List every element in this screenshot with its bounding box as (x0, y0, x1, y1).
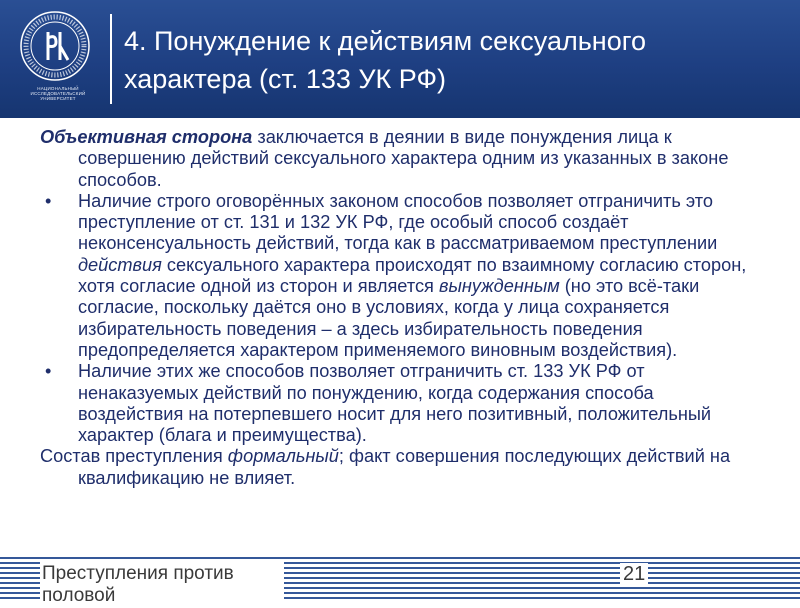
footer-course-title: Преступления против половой (40, 562, 284, 608)
slide-header (0, 0, 800, 118)
bullet-text: Наличие этих же способов позволяет отграничить ст. 133 УК РФ от ненаказуемых действий по понуждению, когда содержания способа воздействия на потерпевшего носит для него позитивный, положительный характер (блага и преимущества). (78, 361, 712, 446)
bullet-text: (но это всё-таки согласие, поскольку даётся оно в условиях, когда у лица сохраняется избирательность поведения – а здесь избирательность поведения предопределяется характером применяемого виновным воздействия). (78, 276, 700, 360)
hse-emblem-icon (10, 8, 100, 86)
slide-body (40, 127, 760, 489)
title-line-1: 4. Понуждение к действиям сексуального (124, 26, 647, 56)
paragraph-text: ; факт совершения последующих действий на квалификацию не влияет. (78, 446, 731, 488)
logo-caption: НАЦИОНАЛЬНЫЙ ИССЛЕДОВАТЕЛЬСКИЙ УНИВЕРСИТЕТ (30, 86, 86, 101)
bullet-text: Наличие строго оговорённых законом способов позволяет отграничить это преступление от ст. 131 и 132 УК РФ, где особый способ создаёт неконсенсуальность действий, тогда как в рассматриваемом преступлении (78, 190, 718, 254)
bullet-icon: • (45, 361, 52, 382)
page-number: 21 (620, 563, 648, 586)
bullet-item-2 (40, 361, 760, 446)
bullet-text: сексуального характера происходят по взаимному согласию сторон, хотя согласие одной из сторон и является (78, 254, 747, 297)
university-logo (10, 8, 100, 108)
slide-title (124, 22, 784, 98)
emphasis-forced: вынужденным (438, 276, 560, 297)
paragraph-text: Состав преступления (40, 446, 228, 467)
emphasis-formal: формальный (227, 446, 339, 467)
bullet-item-1 (40, 191, 760, 361)
bullet-icon: • (45, 190, 52, 211)
paragraph-objective-side (40, 127, 760, 191)
emphasis-actions: действия (78, 254, 162, 275)
paragraph-formal-composition (40, 446, 760, 489)
title-line-2: характера (ст. 133 УК РФ) (124, 64, 446, 94)
paragraph-text: заключается в деянии в виде понуждения лица к совершению действий сексуального характера одним из указанных в законе способов. (78, 127, 729, 190)
header-divider (110, 14, 112, 104)
term-objective-side: Объективная сторона (40, 127, 253, 147)
